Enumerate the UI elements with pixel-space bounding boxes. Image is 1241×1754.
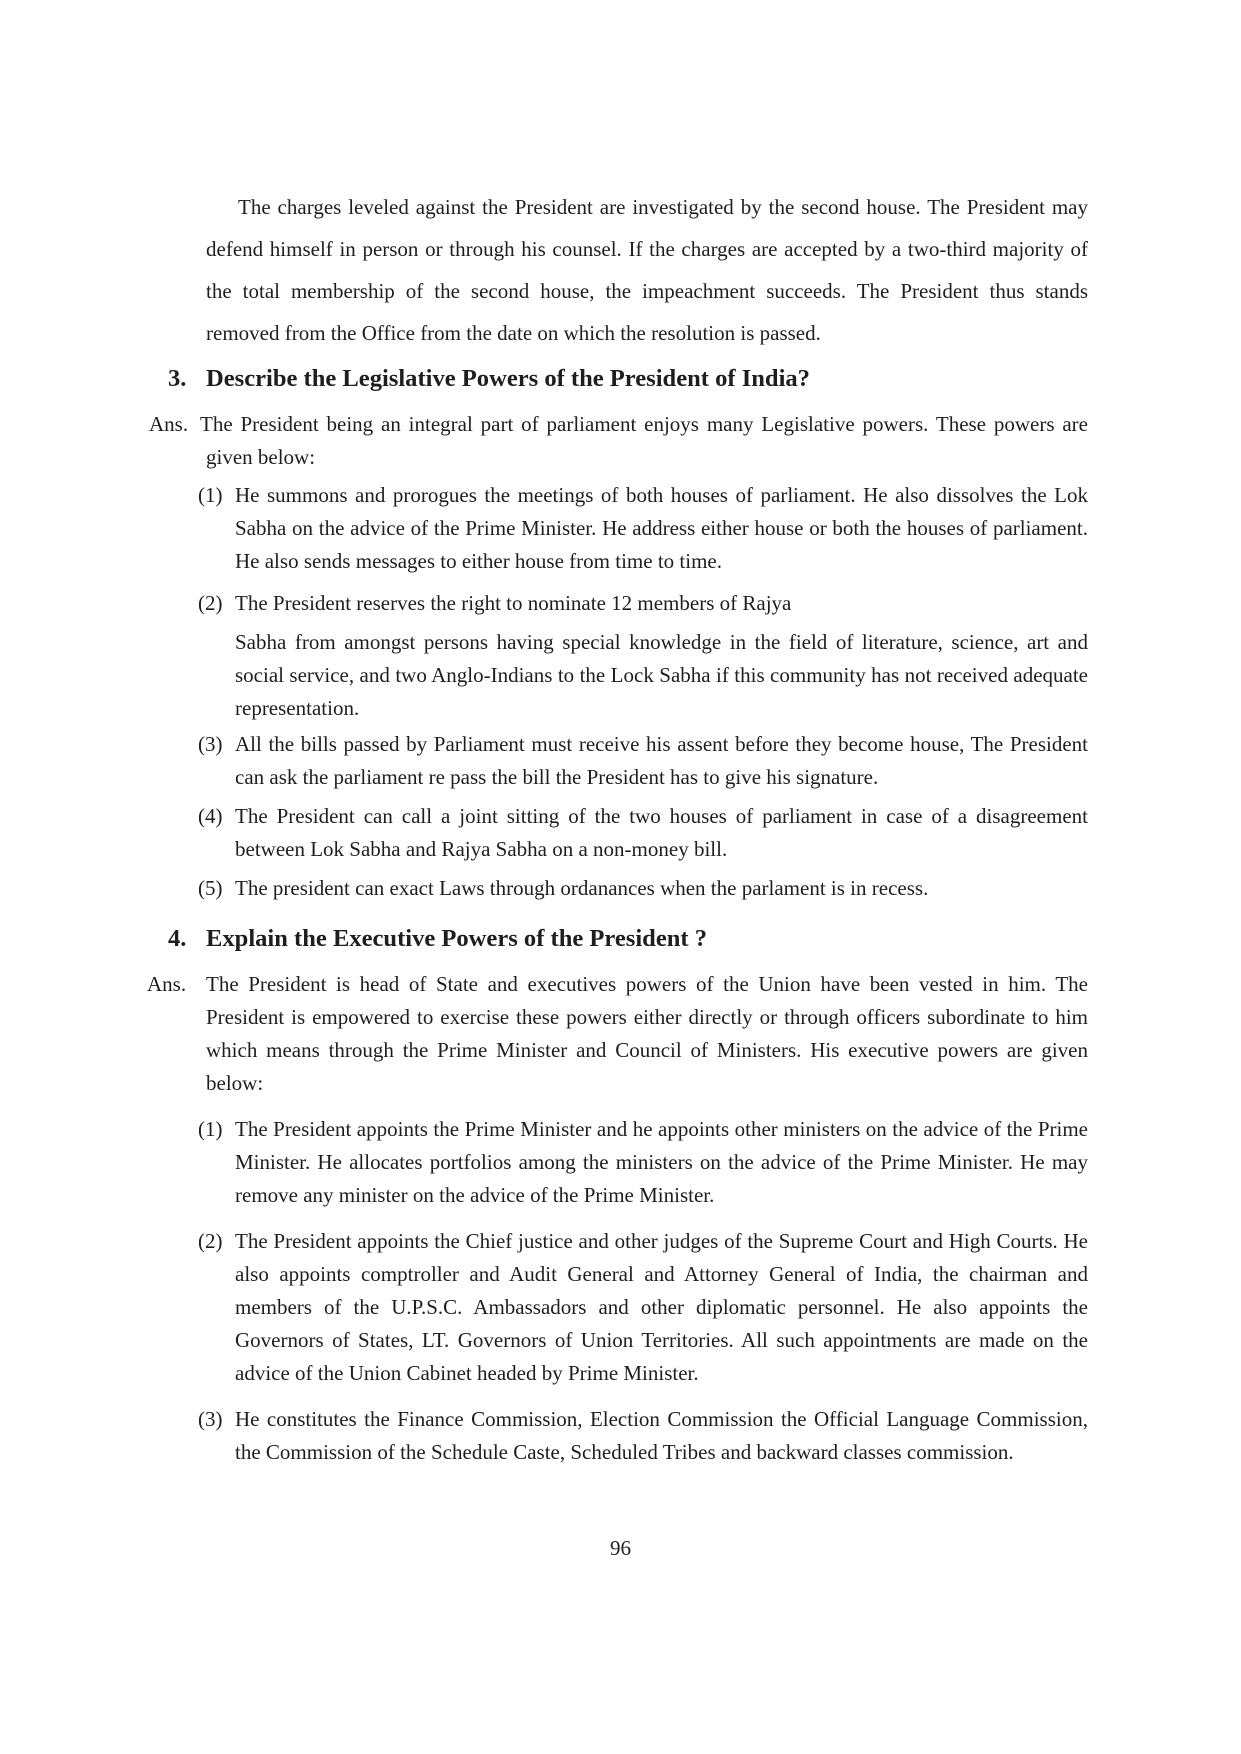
answer-3-intro [149, 408, 1088, 474]
intro-paragraph-text: The charges leveled against the President are investigated by the second house. The President may defend himself in person or through his counsel. If the charges are accepted by a two-third majority of the total membership of the second house, the impeachment succeeds. The President thus stands removed from the Office from the date on which the resolution is passed. [206, 195, 1088, 345]
answer-4-intro [147, 968, 1088, 1100]
item-number: (2) [198, 1229, 223, 1253]
list-item [198, 1225, 1088, 1390]
page-number: 96 [610, 1536, 631, 1560]
item-text: The President appoints the Prime Minister and he appoints other ministers on the advice of the Prime Minister. He allocates portfolios among the ministers on the advice of the Prime Minister. He may remove any minister on the advice of the Prime Minister. [235, 1117, 1088, 1207]
item-number: (3) [198, 732, 223, 756]
question-title: Describe the Legislative Powers of the President of India? [206, 365, 810, 392]
list-item [198, 872, 1088, 905]
item-number: (2) [198, 591, 223, 615]
answer-label: Ans. [147, 972, 187, 996]
item-text: The President appoints the Chief justice and other judges of the Supreme Court and High Courts. He also appoints comptroller and Audit General and Attorney General of India, the chairman and members of the U.P.S.C. Ambassadors and other diplomatic personnel. He also appoints the Governors of States, LT. Governors of Union Territories. All such appointments are made on the advice of the Union Cabinet headed by Prime Minister. [235, 1229, 1088, 1385]
question-number: 4. [168, 925, 187, 952]
intro-paragraph [206, 186, 1088, 354]
item-text: All the bills passed by Parliament must receive his assent before they become house, The President can ask the parliament re pass the bill the President has to give his signature. [235, 732, 1088, 789]
item-text: He summons and prorogues the meetings of both houses of parliament. He also dissolves the Lok Sabha on the advice of the Prime Minister. He address either house or both the houses of parliament. He also sends messages to either house from time to time. [235, 483, 1088, 573]
item-number: (5) [198, 876, 223, 900]
item-continuation-text: Sabha from amongst persons having special knowledge in the field of literature, science, art and social service, and two Anglo-Indians to the Lock Sabha if this community has not received adequate representation. [235, 630, 1088, 720]
item-text: He constitutes the Finance Commission, Election Commission the Official Language Commission, the Commission of the Schedule Caste, Scheduled Tribes and backward classes commission. [235, 1407, 1088, 1464]
list-item [198, 728, 1088, 794]
list-item [198, 1403, 1088, 1469]
item-text: The President can call a joint sitting of the two houses of parliament in case of a disagreement between Lok Sabha and Rajya Sabha on a non-money bill. [235, 804, 1088, 861]
question-3-heading [168, 366, 1068, 392]
item-number: (3) [198, 1407, 223, 1431]
list-item [198, 800, 1088, 866]
item-number: (1) [198, 483, 223, 507]
item-text: The President reserves the right to nominate 12 members of Rajya [235, 591, 792, 615]
question-title: Explain the Executive Powers of the President ? [206, 925, 707, 952]
list-item [198, 587, 1088, 725]
question-4-heading [168, 926, 1068, 952]
list-item [198, 479, 1088, 578]
item-number: (1) [198, 1117, 223, 1141]
answer-text: The President is head of State and executives powers of the Union have been vested in him. The President is empowered to exercise these powers either directly or through officers subordinate to him which means through the Prime Minister and Council of Ministers. His executive powers are given below: [206, 972, 1088, 1095]
answer-label: Ans. [149, 412, 189, 436]
answer-text: The President being an integral part of parliament enjoys many Legislative powers. These powers are given below: [200, 412, 1088, 469]
question-number: 3. [168, 365, 187, 392]
list-item [198, 1113, 1088, 1212]
item-number: (4) [198, 804, 223, 828]
item-text: The president can exact Laws through ordanances when the parlament is in recess. [235, 876, 929, 900]
